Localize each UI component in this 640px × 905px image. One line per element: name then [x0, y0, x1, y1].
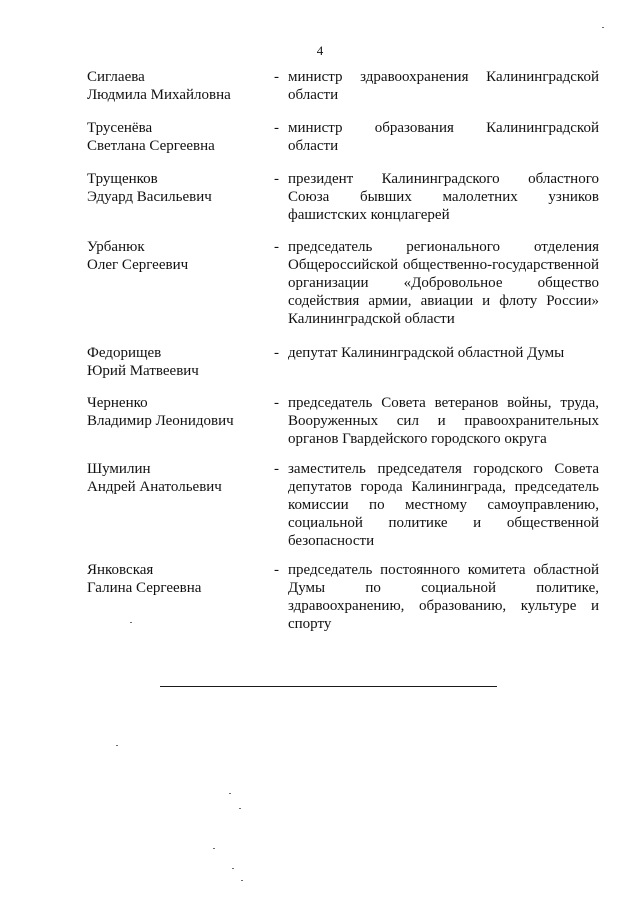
member-given-names: Юрий Матвеевич — [87, 363, 199, 379]
page-number: 4 — [316, 43, 324, 58]
position-line: органов Гвардейского городского округа — [288, 431, 547, 447]
position-line: организации «Добровольное общество — [288, 275, 599, 291]
scan-speck — [213, 848, 215, 849]
member-surname: Черненко — [87, 395, 148, 411]
entry-dash: - — [274, 69, 279, 85]
position-line: Общероссийской общественно-государственной — [288, 257, 599, 273]
position-line: здравоохранению, образованию, культуре и — [288, 598, 599, 614]
member-surname: Трусенёва — [87, 120, 153, 136]
scan-speck — [241, 880, 243, 881]
member-name — [87, 344, 267, 380]
member-name — [87, 119, 267, 155]
member-surname: Шумилин — [87, 461, 151, 477]
entry-dash: - — [274, 120, 279, 136]
entry-dash: - — [274, 239, 279, 255]
position-line: фашистских концлагерей — [288, 207, 450, 223]
scan-speck — [239, 808, 241, 809]
position-line: министр здравоохранения Калининградской — [288, 69, 599, 85]
member-name — [87, 561, 267, 597]
member-given-names: Людмила Михайловна — [87, 87, 231, 103]
member-position — [288, 170, 599, 224]
position-line: председатель регионального отделения — [288, 239, 599, 255]
position-line: депутат Калининградской областной Думы — [288, 345, 565, 361]
member-given-names: Светлана Сергеевна — [87, 138, 215, 154]
member-surname: Сиглаева — [87, 69, 145, 85]
position-line: президент Калининградского областного — [288, 171, 599, 187]
member-given-names: Владимир Леонидович — [87, 413, 234, 429]
position-line: безопасности — [288, 533, 375, 549]
position-line: Вооруженных сил и правоохранительных — [288, 413, 599, 429]
position-line: Союза бывших малолетних узников — [288, 189, 599, 205]
scan-speck — [232, 868, 234, 869]
scan-speck — [130, 622, 132, 623]
position-line: председатель постоянного комитета областной — [288, 562, 599, 578]
entry-dash: - — [274, 562, 279, 578]
scan-speck — [229, 793, 231, 794]
position-line: области — [288, 138, 339, 154]
closing-rule — [160, 686, 497, 687]
position-line: заместитель председателя городского Совета — [288, 461, 599, 477]
member-position — [288, 344, 599, 362]
member-surname: Урбанюк — [87, 239, 145, 255]
scan-speck — [602, 27, 604, 28]
member-given-names: Андрей Анатольевич — [87, 479, 222, 495]
position-line: Калининградской области — [288, 311, 455, 327]
scan-speck — [116, 745, 118, 746]
entry-dash: - — [274, 395, 279, 411]
position-line: министр образования Калининградской — [288, 120, 599, 136]
member-given-names: Олег Сергеевич — [87, 257, 189, 273]
position-line: председатель Совета ветеранов войны, труда, — [288, 395, 599, 411]
entry-dash: - — [274, 171, 279, 187]
position-line: депутатов города Калининграда, председатель — [288, 479, 599, 495]
entry-dash: - — [274, 345, 279, 361]
member-name — [87, 68, 267, 104]
member-surname: Федорищев — [87, 345, 162, 361]
member-position — [288, 394, 599, 448]
position-line: социальной политике и общественной — [288, 515, 599, 531]
member-position — [288, 238, 599, 328]
member-position — [288, 561, 599, 633]
position-line: спорту — [288, 616, 332, 632]
position-line: комиссии по местному самоуправлению, — [288, 497, 599, 513]
member-name — [87, 394, 267, 430]
position-line: области — [288, 87, 339, 103]
member-name — [87, 238, 267, 274]
member-given-names: Галина Сергеевна — [87, 580, 202, 596]
member-surname: Трущенков — [87, 171, 158, 187]
member-position — [288, 119, 599, 155]
member-name — [87, 460, 267, 496]
member-given-names: Эдуард Васильевич — [87, 189, 212, 205]
member-surname: Янковская — [87, 562, 154, 578]
member-position — [288, 68, 599, 104]
position-line: содействия армии, авиации и флоту России» — [288, 293, 599, 309]
entry-dash: - — [274, 461, 279, 477]
position-line: Думы по социальной политике, — [288, 580, 599, 596]
member-name — [87, 170, 267, 206]
member-position — [288, 460, 599, 550]
